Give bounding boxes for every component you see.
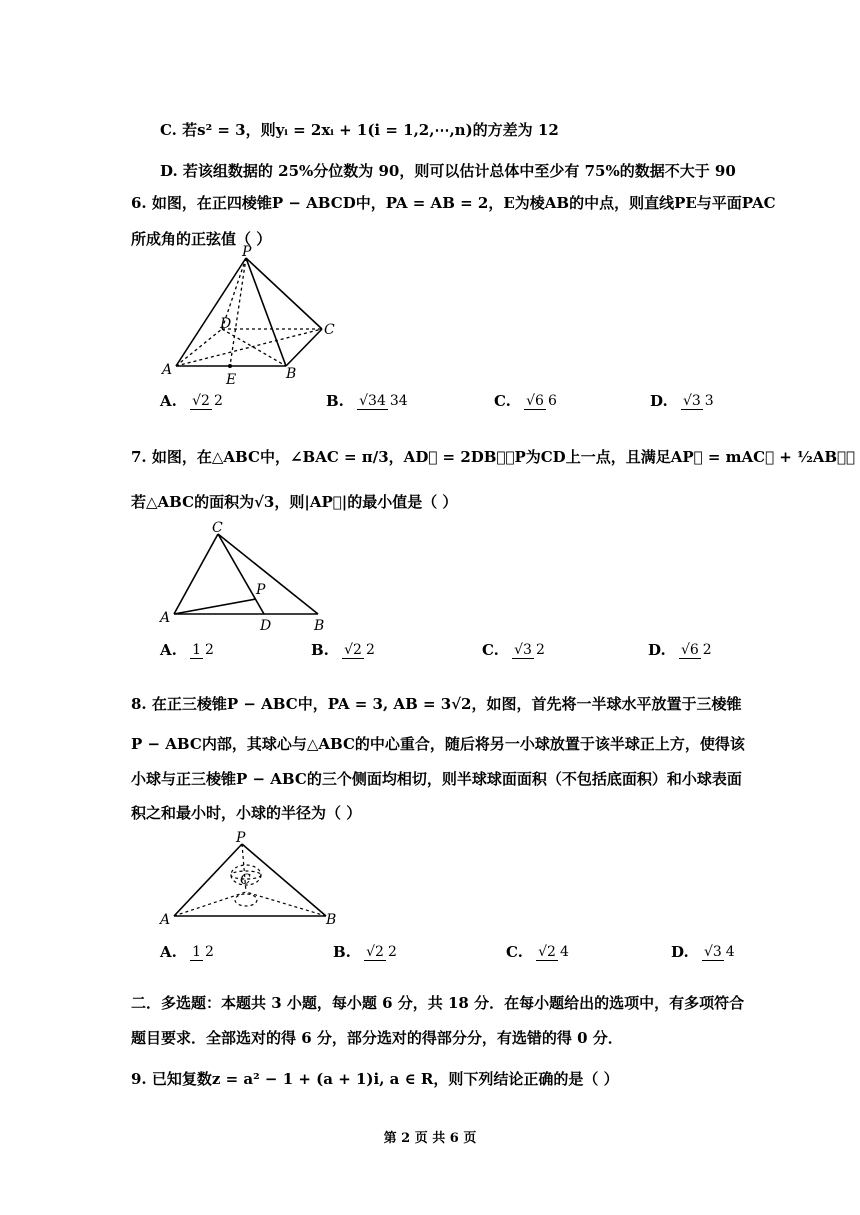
- q8-pyramid-figure: [160, 832, 360, 932]
- q8-option-b: B. √2 2: [333, 943, 397, 961]
- q6-pyramid-figure: [160, 244, 390, 390]
- q8-label-p: P: [236, 830, 246, 846]
- q8-label-a: A: [160, 912, 171, 928]
- q6-label-c: C: [324, 322, 335, 338]
- option-d-q5: D. 若该组数据的 25%分位数为 90，则可以估计总体中至少有 75%的数据不大于 90: [160, 162, 736, 180]
- section-2-heading: 二．多选题：本题共 3 小题，每小题 6 分，共 18 分．在每小题给出的选项中，有多项符合: [131, 994, 745, 1012]
- section-2-heading-2: 题目要求．全部选对的得 6 分，部分选对的得部分分，有选错的得 0 分．: [131, 1029, 623, 1047]
- question-8-text-2: P − ABC内部，其球心与△ABC的中心重合，随后将另一小球放置于该半球正上方，使得该: [131, 735, 745, 753]
- q6-label-b: B: [286, 366, 297, 382]
- question-7-text: 7. 如图，在△ABC中，∠BAC = π/3，AD⃗ = 2DB⃗，P为CD上一点，且满足AP⃗ = mAC⃗ + ½AB⃗，: [131, 448, 856, 466]
- question-7-text-2: 若△ABC的面积为√3，则|AP⃗|的最小值是（ ）: [131, 493, 458, 511]
- q6-label-a: A: [162, 362, 173, 378]
- q7-triangle-figure: [160, 522, 350, 637]
- q6-label-d: D: [220, 316, 232, 332]
- q8-option-d: D. √3 4: [671, 943, 735, 961]
- q7-option-b: B. √2 2: [311, 641, 375, 659]
- q7-label-p: P: [256, 582, 266, 598]
- q6-option-a: A. √2 2: [160, 392, 223, 410]
- q7-label-b: B: [314, 618, 325, 634]
- q8-option-c: C. √2 4: [506, 943, 569, 961]
- question-9-text: 9. 已知复数z = a² − 1 + (a + 1)i, a ∈ R，则下列结论正确的是（ ）: [131, 1070, 619, 1088]
- q8-label-c: C: [240, 872, 251, 888]
- question-8-text-3: 小球与正三棱锥P − ABC的三个侧面均相切，则半球球面面积（不包括底面积）和小球表面: [131, 770, 742, 788]
- q6-option-b: B. √34 34: [326, 392, 408, 410]
- question-8-text: 8. 在正三棱锥P − ABC中，PA = 3, AB = 3√2，如图，首先将一半球水平放置于三棱锥: [131, 695, 742, 713]
- q6-option-c: C. √6 6: [494, 392, 557, 410]
- q6-label-e: E: [226, 372, 237, 388]
- q8-label-b: B: [326, 912, 337, 928]
- page-footer: 第 2 页 共 6 页: [383, 1131, 477, 1146]
- question-6-text-2: 所成角的正弦值（ ）: [131, 230, 272, 248]
- q7-option-d: D. √6 2: [648, 641, 712, 659]
- q6-label-p: P: [242, 244, 252, 260]
- q7-label-a: A: [160, 610, 171, 626]
- option-c-q5: C. 若s² = 3，则yᵢ = 2xᵢ + 1(i = 1,2,⋯,n)的方差为 12: [160, 121, 559, 139]
- q7-option-c: C. √3 2: [482, 641, 545, 659]
- q7-label-d: D: [260, 618, 272, 634]
- q8-option-a: A. 1 2: [160, 943, 214, 961]
- question-8-text-4: 积之和最小时，小球的半径为（ ）: [131, 804, 362, 822]
- q7-label-c: C: [212, 520, 223, 536]
- q7-option-a: A. 1 2: [160, 641, 214, 659]
- q6-option-d: D. √3 3: [650, 392, 714, 410]
- question-6-text: 6. 如图，在正四棱锥P − ABCD中，PA = AB = 2，E为棱AB的中点，则直线PE与平面PAC: [131, 194, 776, 212]
